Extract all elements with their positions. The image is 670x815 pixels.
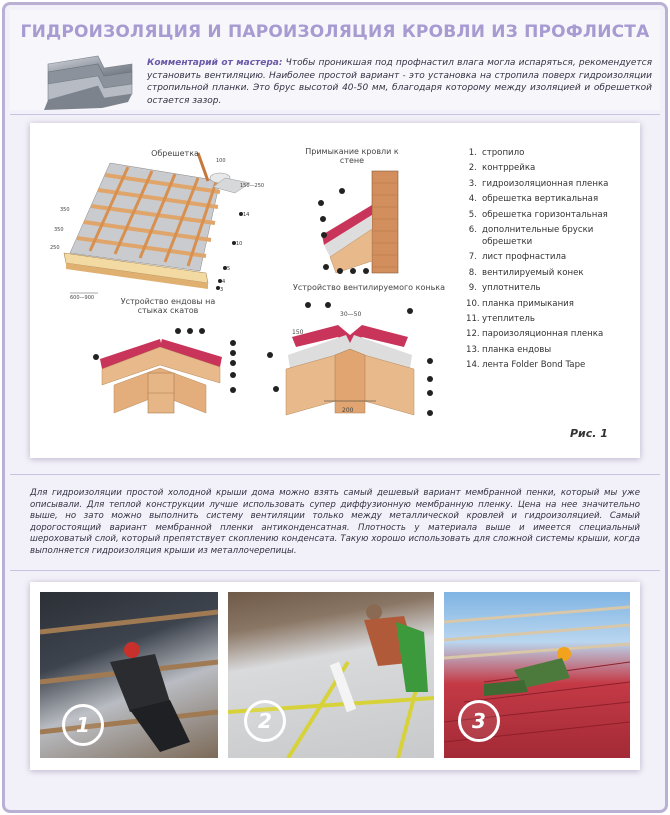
legend-item: 1. стропило: [468, 148, 525, 158]
legend-item: 10. планка примыкания: [466, 298, 574, 309]
dim-150-250: 150—250: [240, 183, 265, 189]
sheathing-diagram: [64, 153, 250, 293]
dim-100: 100: [216, 158, 226, 164]
label-sheathing: Обрешетка: [151, 149, 199, 158]
legend-item: 13. планка ендовы: [466, 344, 552, 355]
valley-diagram: [93, 328, 236, 413]
figure-card: [30, 123, 640, 458]
step-badge-2: 2: [244, 700, 286, 742]
step-badge-1: 1: [62, 704, 104, 746]
step-badge-3: 3: [458, 700, 500, 742]
svg-text:14: 14: [243, 212, 250, 218]
legend-item: 6. дополнительные бруски обрешетки: [468, 224, 594, 247]
legend-item: 2. контррейка: [468, 163, 536, 174]
dim-250: 250: [50, 245, 60, 251]
legend-item: 12. пароизоляционная пленка: [466, 329, 604, 340]
header: [10, 10, 660, 110]
photo-1: [40, 592, 218, 758]
legend: [466, 147, 636, 374]
legend-item: 9. уплотнитель: [468, 283, 541, 294]
dim-150: 150: [292, 329, 304, 336]
wall-adjoin-diagram: [318, 171, 398, 274]
legend-item: 4. обрешетка вертикальная: [468, 194, 599, 205]
legend-item: 8. вентилируемый конек: [468, 267, 584, 278]
ridge-diagram: [267, 302, 433, 416]
comment-label: Комментарий от мастера:: [147, 58, 283, 68]
svg-text:3: 3: [220, 287, 224, 293]
divider: [10, 474, 660, 475]
dim-30-50: 30—50: [340, 311, 362, 318]
legend-item: 5. обрешетка горизонтальная: [468, 209, 608, 220]
master-comment: [147, 57, 652, 107]
legend-item: 11. утеплитель: [466, 313, 535, 324]
photo-2: [228, 592, 434, 758]
divider: [10, 114, 660, 115]
comment-text: Чтобы проникшая под профнастил влага могла испаряться, рекомендуется установить вентиляцию. Наиболее простой вариант - это установка на стропила поверх гидроизоляции стропильной планки. Это брус высотой 40-50 мм, благодаря которому между изоляцией и обрешеткой остается зазор.: [147, 58, 652, 106]
page-title: ГИДРОИЗОЛЯЦИЯ И ПАРОИЗОЛЯЦИЯ КРОВЛИ ИЗ ПРОФЛИСТА: [20, 22, 650, 42]
photo-strip: [30, 582, 640, 770]
legend-item: 7. лист профнастила: [468, 252, 567, 263]
legend-item: 14. лента Folder Bond Tape: [466, 360, 586, 371]
svg-text:5: 5: [227, 266, 231, 272]
label-valley: Устройство ендовы на стыках скатов: [120, 297, 216, 315]
dim-350a: 350: [60, 207, 70, 213]
body-paragraph: Для гидроизоляции простой холодной крыши дома можно взять самый дешевый вариант мембранной пенки, который мы уже описывали. Для теплой конструкции лучше использовать супер диффузионную мембранную пленку. Цена на нее значительно выше, но зато можно выполнить систему вентиляции только между металлической кровлей и гидроизоляцией. Самый дорогостоящий вариант мембранной пленки антиконденсатная. Плотность у материала выше и имеется специальный шероховатый слой, который препятствует скоплению конденсата. Такую хорошо использовать для сложной системы крыши, когда выполняется гидроизоляция крыши из металлочерепицы.: [30, 488, 640, 556]
dim-600-900: 600—900: [70, 295, 95, 301]
svg-text:10: 10: [236, 241, 243, 247]
legend-item: 3. гидроизоляционная пленка: [468, 178, 609, 189]
profile-sheet-image: [40, 54, 135, 112]
figure-caption: Рис. 1: [570, 427, 608, 440]
divider: [10, 570, 660, 571]
svg-text:4: 4: [222, 279, 226, 285]
dim-200: 200: [342, 407, 354, 414]
photo-3: [444, 592, 630, 758]
dim-350b: 350: [54, 227, 64, 233]
label-wall-adjoin: Примыкание кровли к стене: [305, 147, 399, 165]
label-ridge: Устройство вентилируемого конька: [292, 283, 446, 292]
